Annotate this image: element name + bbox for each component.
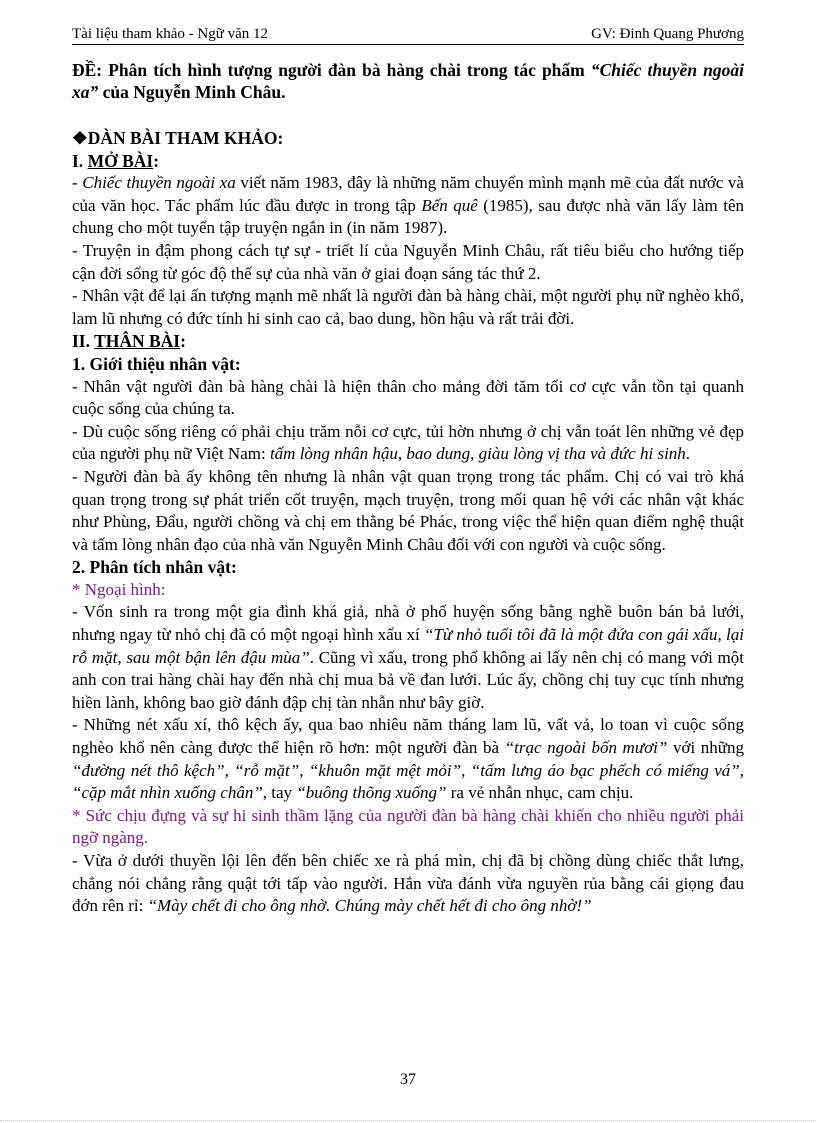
header-right: GV: Đinh Quang Phương	[591, 26, 744, 42]
section-body-heading: II. THÂN BÀI:	[72, 331, 186, 352]
body-s1-paragraph-3: - Người đàn bà ấy không tên nhưng là nhân vật quan trọng trong tác phẩm. Chị có vai trò khá quan trọng trong sự phát triển cốt truyện, mạch truyện, trong mối quan hệ với các nhân vật khác như Phùng, Đẩu, người chồng và chị em thằng bé Phác, trong việc thể hiện quan điểm nghệ thuật và tấm lòng nhân đạo của nhà văn Nguyễn Minh Châu đối với con người và cuộc sống.	[72, 466, 744, 554]
body-s1-paragraph-1: - Nhân vật người đàn bà hàng chài là hiện thân cho mảng đời tăm tối cơ cực vẫn tồn tại quanh cuộc sống của chúng ta.	[72, 376, 744, 419]
page-header	[72, 26, 744, 45]
page-bottom-divider	[0, 1120, 816, 1121]
body-s2-paragraph-2: - Những nét xấu xí, thô kệch ấy, qua bao nhiêu năm tháng lam lũ, vất vả, lo toan vì cuộc sống nghèo khổ nên càng được thể hiện rõ hơn: một người đàn bà “trạc ngoài bốn mươi” với những “đường nét thô kệch”, “rỗ mặt”, “khuôn mặt mệt mỏi”, “tấm lưng áo bạc phếch có miếng vá”, “cặp mắt nhìn xuống chân”, tay “buông thõng xuống” ra vẻ nhẫn nhục, cam chịu.	[72, 715, 744, 803]
intro-paragraph-3: - Nhân vật để lại ấn tượng mạnh mẽ nhất là người đàn bà hàng chài, một người phụ nữ nghèo khổ, lam lũ nhưng có đức tính hi sinh cao cả, bao dung, hồn hậu và rất trải đời.	[72, 286, 744, 328]
header-left: Tài liệu tham khảo - Ngữ văn 12	[72, 26, 268, 42]
subsection-1-heading: 1. Giới thiệu nhân vật:	[72, 353, 241, 374]
body-s2-paragraph-3: - Vừa ở dưới thuyền lội lên đến bên chiếc xe rà phá mìn, chị đã bị chồng dùng chiếc thắt lưng, chẳng nói chẳng rằng quật tới tấp vào người. Hắn vừa đánh vừa nguyền rủa bằng cái giọng đau đớn rên rỉ: “Mày chết đi cho ông nhờ. Chúng mày chết hết đi cho ông nhờ!”	[72, 851, 744, 916]
body-s2-paragraph-1: - Vốn sinh ra trong một gia đình khá giả, nhà ở phố huyện sống bằng nghề buôn bán bả lưới, nhưng ngay từ nhỏ chị đã có một ngoại hình xấu xí “Từ nhỏ tuổi tôi đã là một đứa con gái xấu, lại rỗ mặt, sau một bận lên đậu mùa”. Cũng vì xấu, trong phố không ai lấy nên chị có mang với một anh con trai hàng chài hay đến nhà chị mua bả về đan lưới. Lúc ấy, chồng chị tuy cục tính nhưng hiền lành, không bao giờ đánh đập chị tàn nhẫn như bây giờ.	[72, 602, 744, 712]
outline-heading: ❖DÀN BÀI THAM KHẢO:	[72, 128, 284, 148]
endurance-subheading: * Sức chịu đựng và sự hi sinh thầm lặng của người đàn bà hàng chài khiến cho nhiều người phải ngỡ ngàng.	[72, 805, 744, 848]
body-s1-paragraph-2: - Dù cuộc sống riêng có phải chịu trăm nỗi cơ cực, tủi hờn nhưng ở chị vẫn toát lên những vẻ đẹp của người phụ nữ Việt Nam: tấm lòng nhân hậu, bao dung, giàu lòng vị tha và đức hi sinh.	[72, 421, 744, 464]
subsection-2-heading: 2. Phân tích nhân vật:	[72, 557, 237, 578]
appearance-subheading: * Ngoại hình:	[72, 579, 166, 599]
page-number: 37	[400, 1071, 416, 1088]
essay-title: ĐỀ: Phân tích hình tượng người đàn bà hàng chài trong tác phẩm “Chiếc thuyền ngoài xa” của Nguyễn Minh Châu.	[72, 60, 744, 102]
document-page	[72, 26, 744, 918]
intro-paragraph-1: - Chiếc thuyền ngoài xa viết năm 1983, đây là những năm chuyển mình mạnh mẽ của đất nước và của văn học. Tác phẩm lúc đầu được in trong tập Bến quê (1985), sau được nhà văn lấy làm tên chung cho một tuyển tập truyện ngắn in (in năm 1987).	[72, 173, 744, 238]
intro-paragraph-2: - Truyện in đậm phong cách tự sự - triết lí của Nguyễn Minh Châu, rất tiêu biểu cho hướng tiếp cận đời sống từ góc độ thế sự của nhà văn ở giai đoạn sáng tác thứ 2.	[72, 240, 744, 283]
section-intro-heading: I. MỞ BÀI:	[72, 150, 160, 171]
